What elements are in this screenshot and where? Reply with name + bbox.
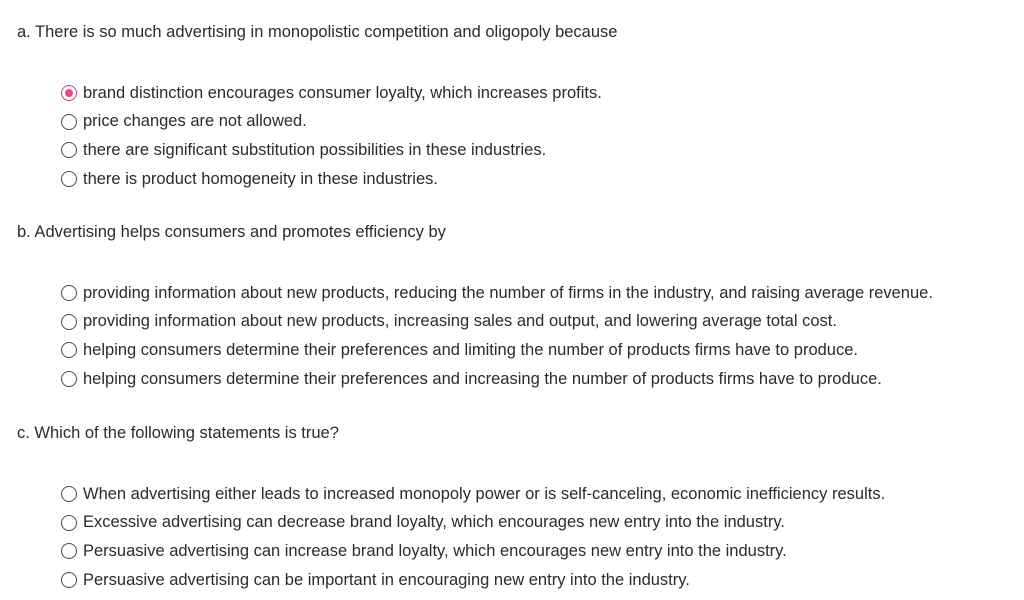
option-label[interactable]: helping consumers determine their preferences and limiting the number of products firms have to produce.: [83, 340, 858, 359]
option-label[interactable]: Excessive advertising can decrease brand loyalty, which encourages new entry into the industry.: [83, 513, 785, 532]
question-b-option-2[interactable]: [61, 308, 933, 337]
option-label[interactable]: When advertising either leads to increased monopoly power or is self-canceling, economic inefficiency results.: [83, 484, 886, 503]
radio-button[interactable]: [61, 543, 77, 559]
question-a-options: [61, 79, 602, 193]
question-a-option-4[interactable]: [61, 165, 602, 194]
question-c-prompt: c. Which of the following statements is true?: [17, 424, 339, 442]
radio-button[interactable]: [61, 371, 77, 387]
question-b-option-3[interactable]: [61, 336, 933, 365]
option-label[interactable]: there is product homogeneity in these industries.: [83, 169, 438, 188]
question-b-option-4[interactable]: [61, 365, 933, 394]
radio-button[interactable]: [61, 85, 77, 101]
option-label[interactable]: providing information about new products, reducing the number of firms in the industry, and raising average revenue.: [83, 283, 933, 302]
question-a: [17, 22, 1017, 188]
option-label[interactable]: there are significant substitution possibilities in these industries.: [83, 140, 547, 159]
question-a-prompt: a. There is so much advertising in monopolistic competition and oligopoly because: [17, 23, 618, 41]
question-c: [17, 423, 1017, 589]
question-c-option-4[interactable]: [61, 566, 885, 595]
radio-button[interactable]: [61, 114, 77, 130]
question-b-options: [61, 279, 933, 393]
option-label[interactable]: brand distinction encourages consumer loyalty, which increases profits.: [83, 83, 602, 102]
option-label[interactable]: price changes are not allowed.: [83, 112, 307, 131]
radio-button[interactable]: [61, 142, 77, 158]
question-c-option-1[interactable]: [61, 480, 885, 509]
option-label[interactable]: Persuasive advertising can be important in encouraging new entry into the industry.: [83, 570, 690, 589]
question-b: [17, 222, 1017, 388]
question-c-options: [61, 480, 885, 594]
question-b-prompt: b. Advertising helps consumers and promotes efficiency by: [17, 223, 446, 241]
question-a-option-2[interactable]: [61, 108, 602, 137]
option-label[interactable]: helping consumers determine their preferences and increasing the number of products firms have to produce.: [83, 369, 882, 388]
radio-button[interactable]: [61, 314, 77, 330]
option-label[interactable]: providing information about new products, increasing sales and output, and lowering average total cost.: [83, 312, 837, 331]
radio-button[interactable]: [61, 171, 77, 187]
question-c-option-2[interactable]: [61, 509, 885, 538]
question-a-option-3[interactable]: [61, 136, 602, 165]
radio-button[interactable]: [61, 285, 77, 301]
radio-button[interactable]: [61, 486, 77, 502]
radio-button[interactable]: [61, 515, 77, 531]
radio-button[interactable]: [61, 342, 77, 358]
option-label[interactable]: Persuasive advertising can increase brand loyalty, which encourages new entry into the industry.: [83, 541, 787, 560]
question-a-option-1[interactable]: [61, 79, 602, 108]
radio-button[interactable]: [61, 572, 77, 588]
question-b-option-1[interactable]: [61, 279, 933, 308]
question-c-option-3[interactable]: [61, 537, 885, 566]
